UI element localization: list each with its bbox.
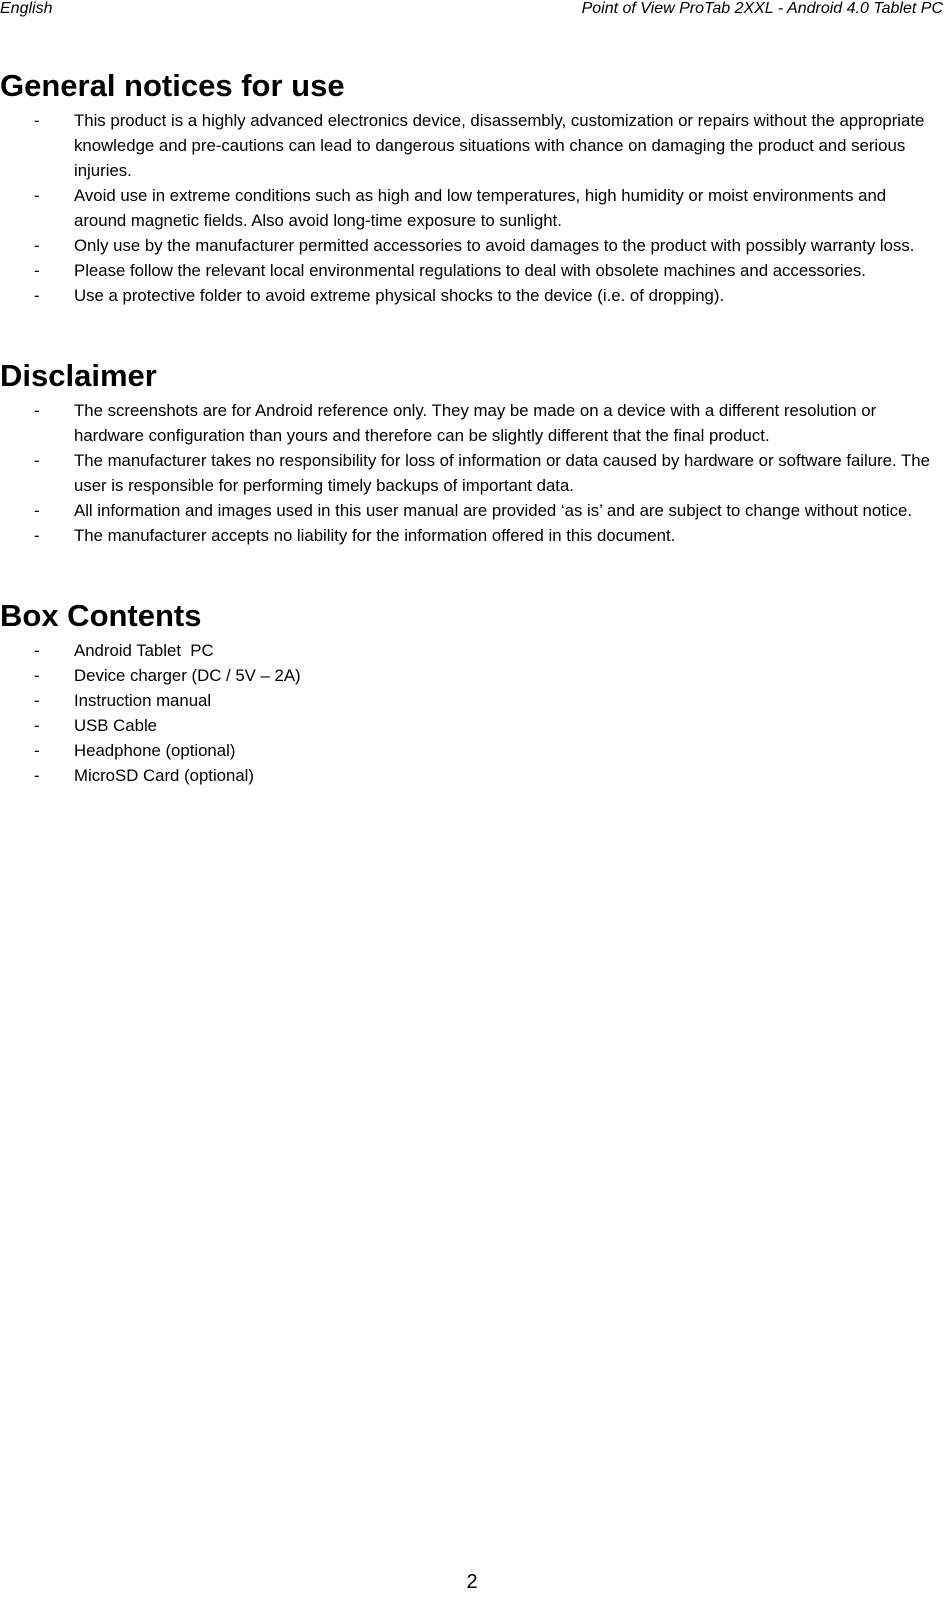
list-item (0, 398, 944, 448)
bullet-dash: - (34, 501, 40, 520)
list-item (0, 638, 944, 663)
page-header (0, 0, 944, 22)
list-item (0, 738, 944, 763)
bullet-dash: - (34, 716, 40, 735)
document-body (0, 68, 944, 838)
section-general-notices (0, 68, 944, 308)
bullet-dash: - (34, 111, 40, 130)
bullet-list (0, 398, 944, 548)
section-disclaimer (0, 358, 944, 548)
list-item-text: The screenshots are for Android reference only. They may be made on a device with a different resolution or hardware configuration than yours and therefore can be slightly different that the final product. (74, 401, 877, 445)
list-item-text: Only use by the manufacturer permitted accessories to avoid damages to the product with possibly warranty loss. (74, 236, 915, 255)
list-item-text: USB Cable (74, 716, 158, 735)
list-item-text: This product is a highly advanced electronics device, disassembly, customization or repairs without the appropriate knowledge and pre-cautions can lead to dangerous situations with chance on damaging the product and serious injuries. (74, 111, 925, 180)
list-item (0, 663, 944, 688)
header-document-title: Point of View ProTab 2XXL - Android 4.0 Tablet PC (581, 0, 943, 17)
bullet-dash: - (34, 286, 40, 305)
list-item-text: All information and images used in this user manual are provided ‘as is’ and are subject to change without notice. (74, 501, 912, 520)
list-item (0, 283, 944, 308)
list-item-text: MicroSD Card (optional) (74, 766, 254, 785)
page-number: 2 (466, 1571, 478, 1593)
list-item-text: The manufacturer takes no responsibility for loss of information or data caused by hardware or software failure. The user is responsible for performing timely backups of important data. (74, 451, 930, 495)
list-item (0, 523, 944, 548)
section-title: Disclaimer (0, 358, 157, 393)
bullet-dash: - (34, 451, 40, 470)
bullet-dash: - (34, 261, 40, 280)
bullet-dash: - (34, 526, 40, 545)
bullet-list (0, 108, 944, 308)
header-language: English (0, 0, 53, 17)
list-item-text: Headphone (optional) (74, 741, 236, 760)
list-item (0, 688, 944, 713)
list-item (0, 258, 944, 283)
list-item-text: Instruction manual (74, 691, 212, 710)
list-item (0, 448, 944, 498)
list-item-text: Android Tablet PC (74, 641, 214, 660)
section-title: Box Contents (0, 598, 202, 633)
list-item (0, 713, 944, 738)
list-item (0, 233, 944, 258)
bullet-dash: - (34, 666, 40, 685)
bullet-dash: - (34, 401, 40, 420)
section-title: General notices for use (0, 68, 345, 103)
bullet-dash: - (34, 641, 40, 660)
bullet-dash: - (34, 186, 40, 205)
list-item-text: Device charger (DC / 5V – 2A) (74, 666, 301, 685)
bullet-dash: - (34, 741, 40, 760)
list-item-text: Please follow the relevant local environmental regulations to deal with obsolete machines and accessories. (74, 261, 866, 280)
bullet-list (0, 638, 944, 788)
bullet-dash: - (34, 691, 40, 710)
list-item-text: Avoid use in extreme conditions such as high and low temperatures, high humidity or moist environments and around magnetic fields. Also avoid long-time exposure to sunlight. (74, 186, 887, 230)
list-item-text: The manufacturer accepts no liability for the information offered in this document. (74, 526, 676, 545)
list-item (0, 183, 944, 233)
list-item (0, 498, 944, 523)
list-item (0, 763, 944, 788)
section-box-contents (0, 598, 944, 788)
list-item-text: Use a protective folder to avoid extreme physical shocks to the device (i.e. of dropping). (74, 286, 725, 305)
list-item (0, 108, 944, 183)
bullet-dash: - (34, 766, 40, 785)
bullet-dash: - (34, 236, 40, 255)
